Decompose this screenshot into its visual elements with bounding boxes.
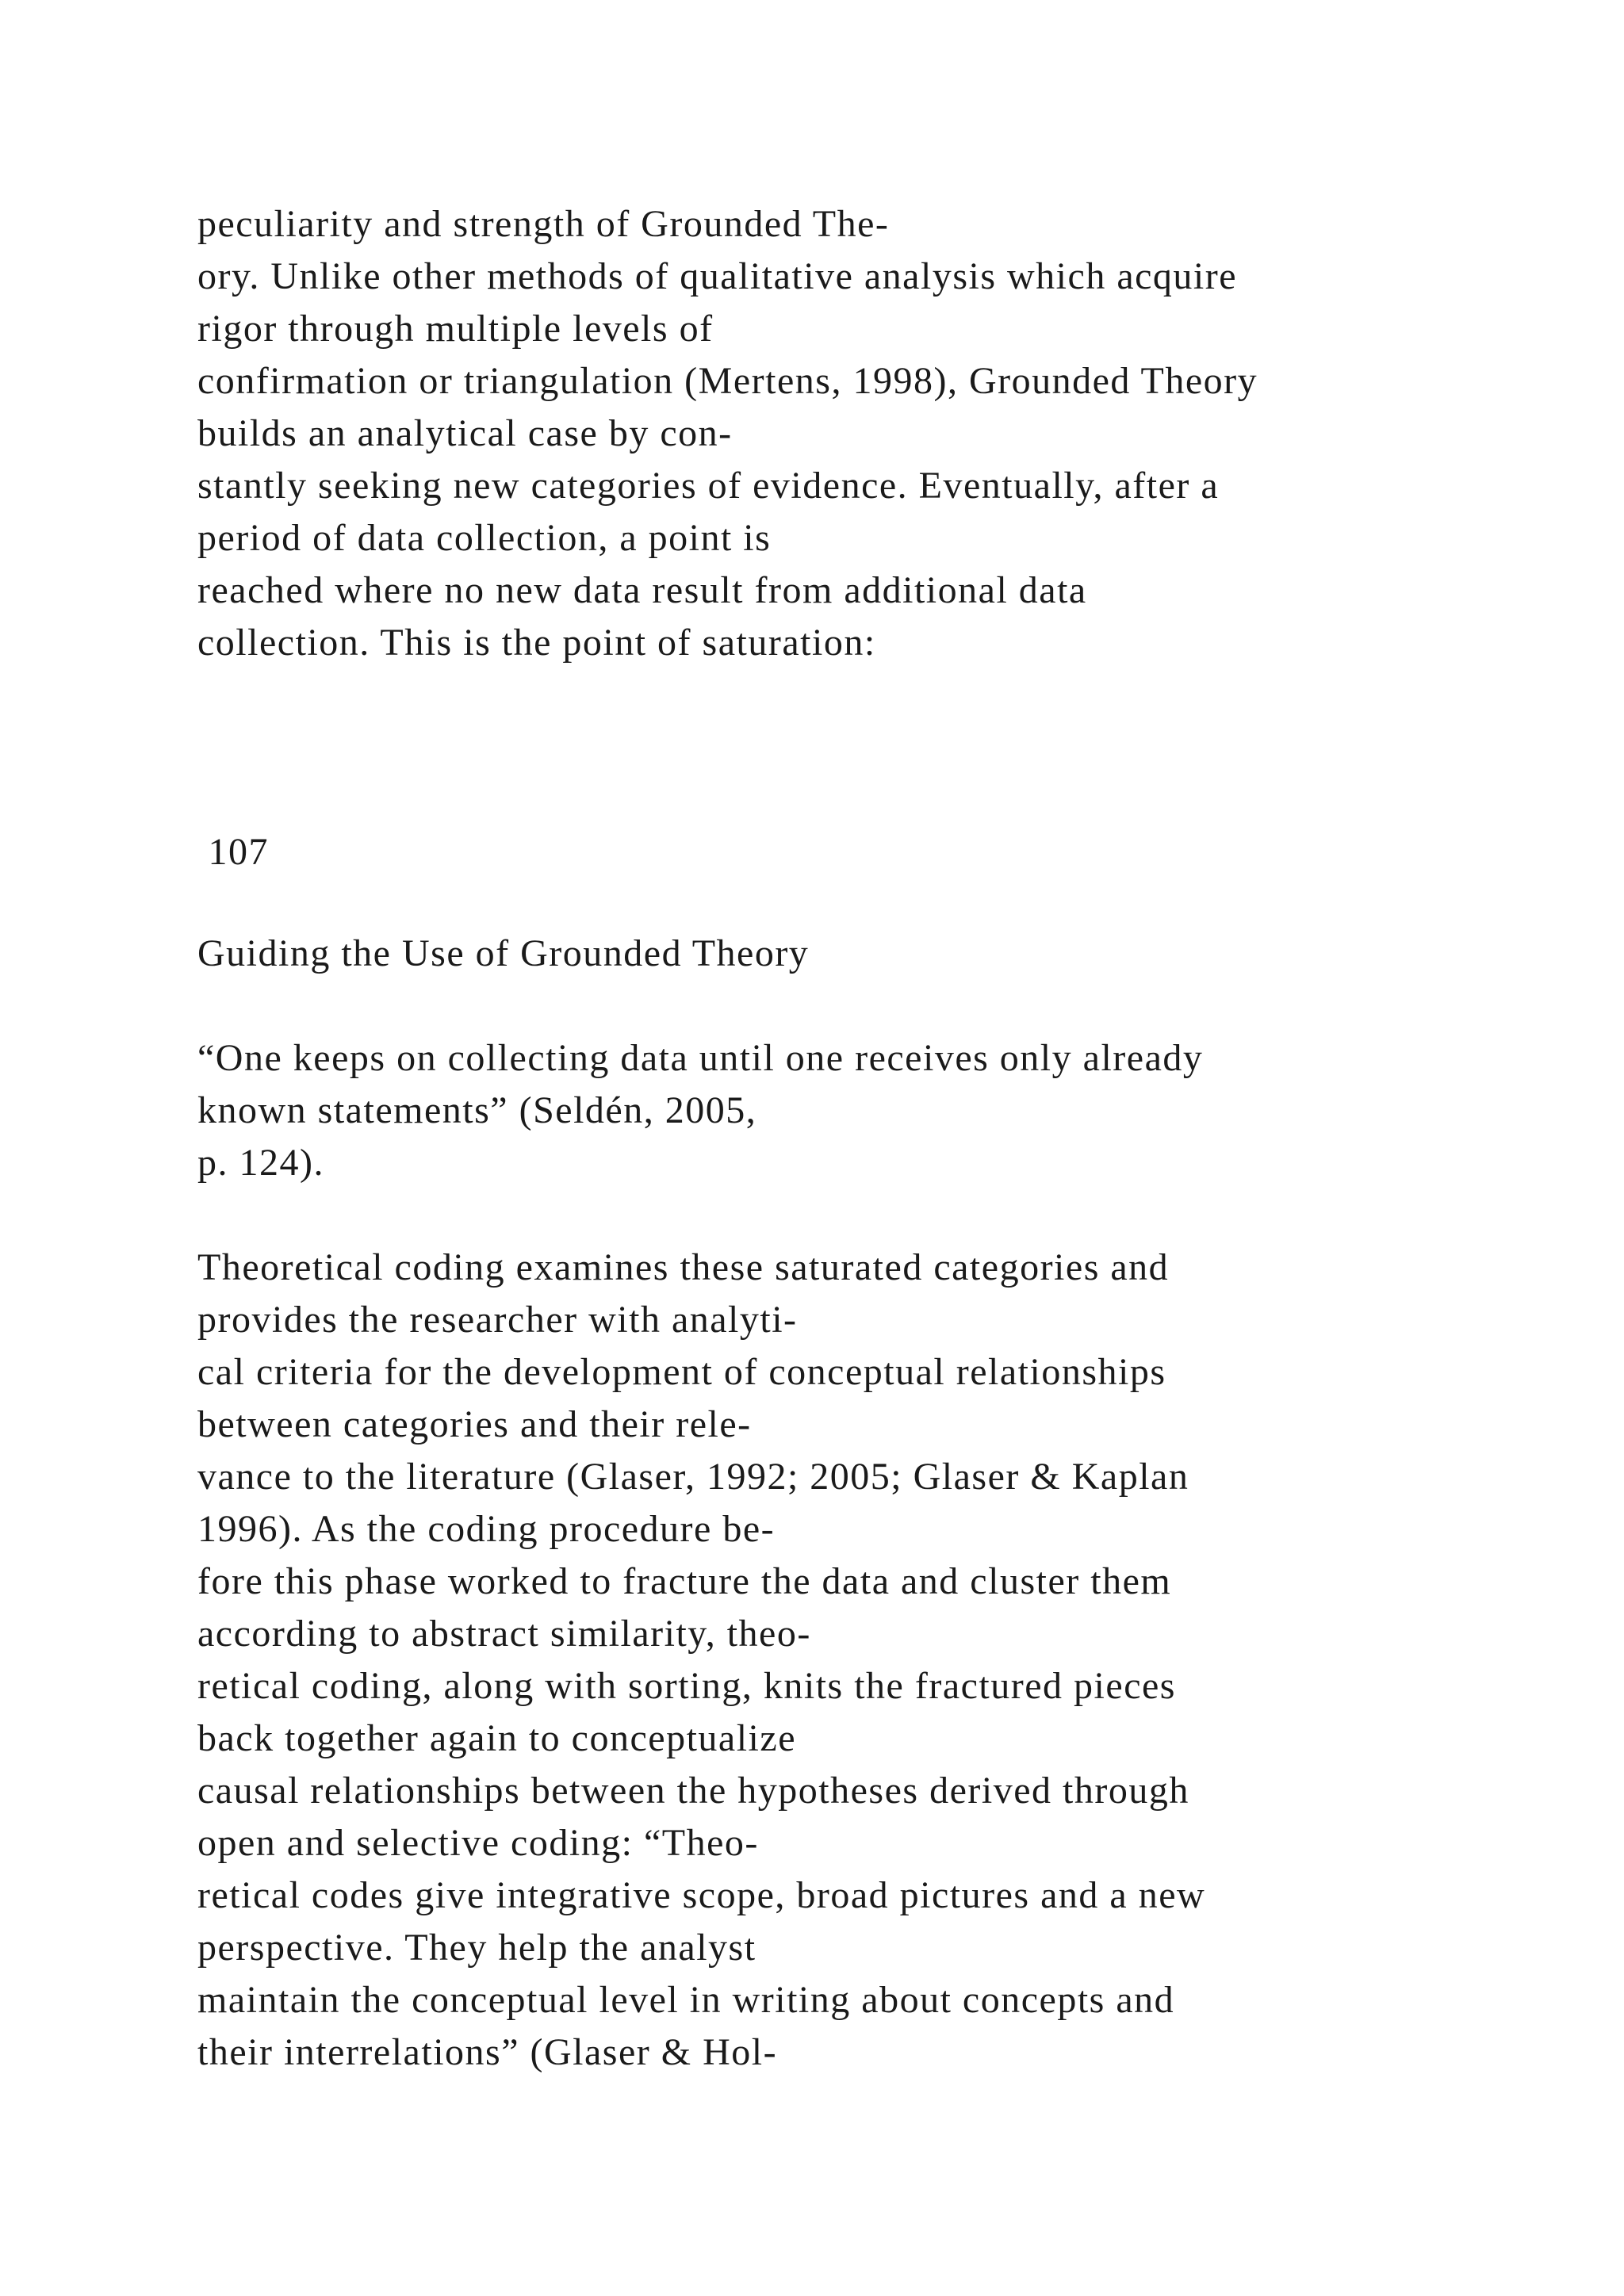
running-head	[197, 928, 1561, 980]
text-line: 1996). As the coding procedure be-	[197, 1508, 776, 1550]
text-line: cal criteria for the development of conceptual relationships	[197, 1351, 1166, 1393]
text-line: period of data collection, a point is	[197, 517, 772, 559]
text-line: stantly seeking new categories of evidence. Eventually, after a	[197, 465, 1220, 507]
text-line: p. 124).	[197, 1142, 324, 1184]
text-line: confirmation or triangulation (Mertens, 1998), Grounded Theory	[197, 360, 1258, 402]
text-line: their interrelations” (Glaser & Hol-	[197, 2031, 778, 2073]
text-line: open and selective coding: “Theo-	[197, 1822, 759, 1864]
text-line: causal relationships between the hypotheses derived through	[197, 1770, 1189, 1812]
text-line: ory. Unlike other methods of qualitative analysis which acquire	[197, 255, 1238, 297]
text-line: retical coding, along with sorting, knits the fractured pieces	[197, 1665, 1176, 1707]
text-line: back together again to conceptualize	[197, 1717, 796, 1759]
text-line: vance to the literature (Glaser, 1992; 2005; Glaser & Kaplan	[197, 1456, 1189, 1498]
text-line: rigor through multiple levels of	[197, 308, 714, 350]
text-line: perspective. They help the analyst	[197, 1927, 756, 1969]
text-line: between categories and their rele-	[197, 1403, 752, 1445]
paragraph-theoretical-coding	[197, 1242, 1561, 2079]
text-line: builds an analytical case by con-	[197, 412, 733, 454]
page-number-text: 107	[197, 831, 269, 873]
text-line: maintain the conceptual level in writing about concepts and	[197, 1979, 1175, 2021]
running-head-text: Guiding the Use of Grounded Theory	[197, 932, 810, 974]
text-line: reached where no new data result from additional data	[197, 569, 1087, 611]
text-line: retical codes give integrative scope, broad pictures and a new	[197, 1874, 1206, 1916]
text-line: collection. This is the point of saturation:	[197, 622, 876, 664]
quotation	[197, 1032, 1561, 1189]
text-line: provides the researcher with analyti-	[197, 1299, 798, 1341]
text-line: known statements” (Seldén, 2005,	[197, 1089, 757, 1131]
text-line: Theoretical coding examines these saturated categories and	[197, 1246, 1170, 1288]
paragraph-saturation	[197, 198, 1561, 669]
text-line: “One keeps on collecting data until one receives only already	[197, 1037, 1204, 1079]
text-line: peculiarity and strength of Grounded The-	[197, 203, 890, 245]
text-line: according to abstract similarity, theo-	[197, 1613, 811, 1655]
text-line: fore this phase worked to fracture the data and cluster them	[197, 1560, 1172, 1602]
